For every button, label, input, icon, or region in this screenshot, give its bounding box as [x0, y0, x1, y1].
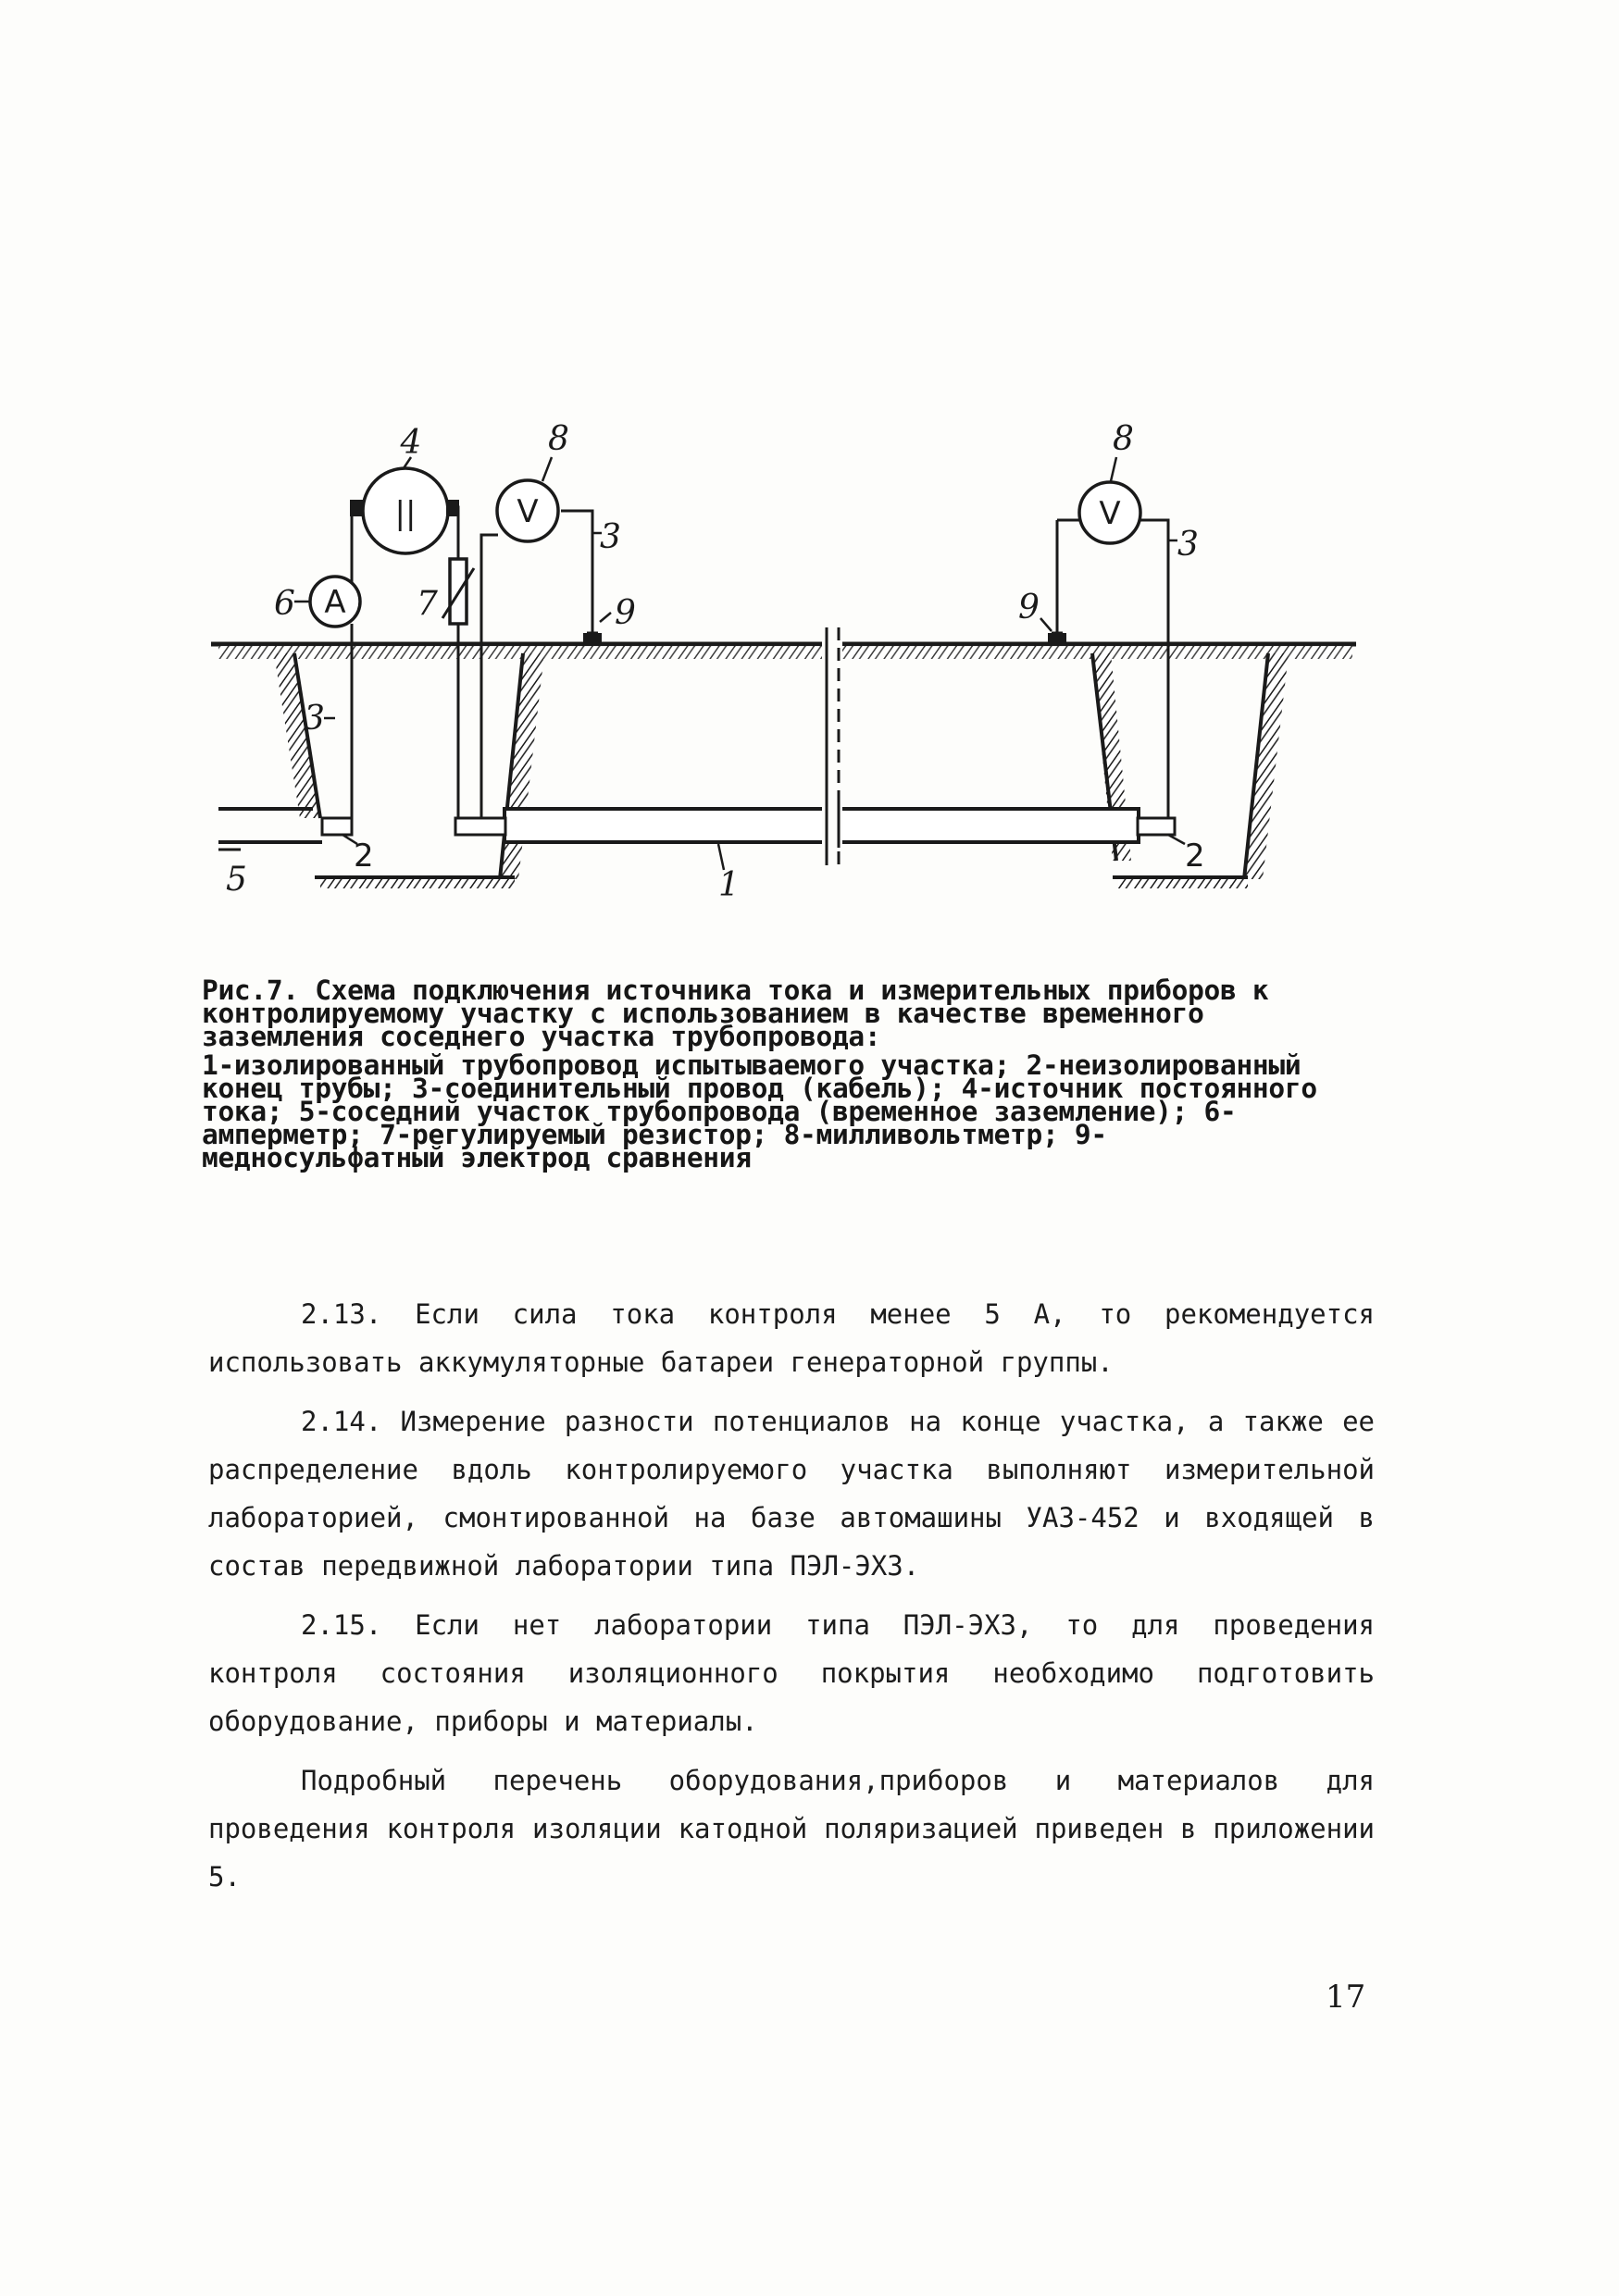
caption-legend: 1-изолированный трубопровод испытываемого участка; 2-неизолированный конец трубы; 3-соединительный провод (кабель); 4-источник постоянного тока; 5-соседний участок трубопровода (временное заземление); 6-амперметр; 7-регулируемый резистор; 8-милливольтметр; 9-медносульфатный электрод сравнения — [202, 1049, 1317, 1173]
wiring — [352, 507, 1168, 818]
label-2-right: 2 — [1185, 838, 1205, 875]
ammeter — [274, 577, 360, 627]
label-2-left: 2 — [354, 838, 374, 875]
ammeter-symbol: A — [324, 584, 346, 621]
paragraph-2-13: 2.13. Если сила тока контроля менее 5 А, то рекомендуется использовать аккумуляторные батареи генераторной группы. — [208, 1298, 1375, 1378]
connection-diagram — [0, 0, 1619, 972]
left-pit — [274, 653, 544, 888]
label-5: 5 — [226, 861, 247, 899]
label-3-top-right: 3 — [1177, 526, 1199, 564]
label-9-left: 9 — [615, 594, 636, 632]
caption-title: Рис.7. Схема подключения источника тока и измерительных приборов к контролируемому участку с использованием в качестве временного заземления соседнего участка трубопровода: — [202, 974, 1269, 1052]
page-number: 17 — [1326, 1979, 1366, 2016]
source-symbol: || — [394, 495, 417, 532]
resistor — [417, 559, 474, 624]
figure-caption — [202, 974, 1345, 1173]
label-3-pit: 3 — [304, 700, 325, 738]
label-1: 1 — [718, 866, 740, 904]
label-9-right: 9 — [1018, 589, 1040, 627]
voltmeter-right-symbol: V — [1099, 495, 1121, 532]
paragraph-2-14: 2.14. Измерение разности потенциалов на конце участка, а также ее распределение вдоль контролируемого участка выполняют измерительной лабораторией, смонтированной на базе автомашины УАЗ-452 и входящей в состав передвижной лаборатории типа ПЭЛ-ЭХЗ. — [208, 1406, 1375, 1582]
body-text — [208, 1290, 1375, 1912]
paragraph-appendix-note: Подробный перечень оборудования,приборов и материалов для проведения контроля изоляции катодной поляризацией приведен в приложении 5. — [208, 1765, 1375, 1893]
test-pipe — [455, 803, 1175, 848]
label-8-right: 8 — [1113, 420, 1134, 458]
label-4: 4 — [400, 424, 422, 462]
voltmeter-right — [1079, 420, 1140, 543]
paragraph-2-15: 2.15. Если нет лаборатории типа ПЭЛ-ЭХЗ, то для проведения контроля состояния изоляционного покрытия необходимо подготовить оборудование, приборы и материалы. — [208, 1609, 1375, 1737]
voltmeter-left-symbol: V — [517, 493, 539, 530]
voltmeter-left — [497, 420, 569, 541]
label-7: 7 — [417, 585, 438, 623]
power-source — [350, 424, 459, 553]
neighbor-pipe — [218, 809, 352, 850]
label-8-left: 8 — [548, 420, 569, 458]
label-6: 6 — [274, 585, 295, 623]
label-3-top-left: 3 — [600, 518, 621, 556]
